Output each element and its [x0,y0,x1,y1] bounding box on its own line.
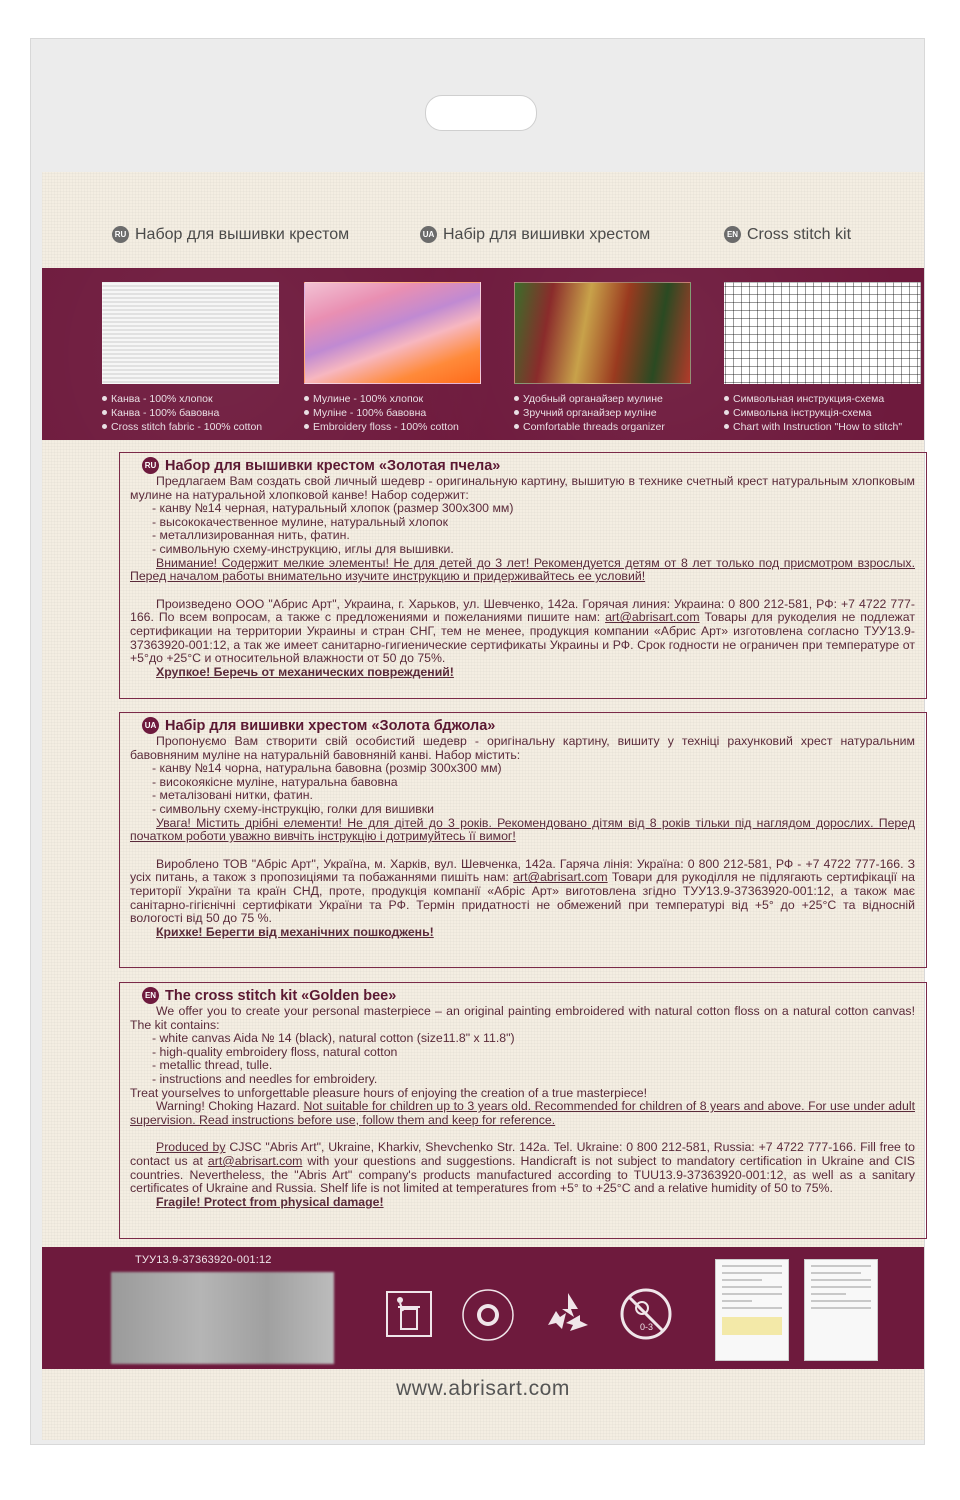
info-title-en [142,987,396,1004]
features-band [42,268,924,440]
list-item: - високоякісне муліне, натуральна бавовна [152,774,398,789]
warning-text: Warning! Choking Hazard. Not suitable for children up to 3 years old. Recommended for children of 8 years and above. For use under adult supervision. Read instructions before use, follow them and keep for reference. [130,1099,915,1127]
list-item: - metallic thread, tulle. [152,1058,273,1073]
feature-line: Канва - 100% хлопок [111,393,213,405]
list-item: - канву №14 черная, натуральный хлопок (размер 300х300 мм) [152,501,514,516]
list-item: - символьну схему-інструкцію, голки для вишивки [152,801,435,816]
fragile-text: Fragile! Protect from physical damage! [156,1194,384,1209]
feature-line: Мулине - 100% хлопок [313,393,424,405]
feature-line: Зручний органайзер муліне [523,407,657,419]
feature-line: Символьная инструкция-схема [733,393,885,405]
feature-floss [304,282,479,434]
list-item: - высококачественное мулине, натуральный хлопок [152,514,448,529]
voluntary-certification-icon [460,1287,516,1343]
intro-text: Пропонуємо Вам створити свій особистий шедевр - оригінальну картину, вишиту у техніці рахунковий хрест натуральним бавовняним муліне на натуральній бавовняній канві. Набор містить: [130,734,915,762]
list-item: - white canvas Aida № 14 (black), natural cotton (size11.8" x 11.8") [152,1031,515,1046]
contents-list [130,762,915,816]
producer-text: Вироблено ТОВ "Абріс Арт", Україна, м. Харків, вул. Шевченка, 142а. Гаряча лінія: Україна: 0 800 212-581, РФ - +7 4722 777-166. З усіх питань, а також з пропозиціями та побажаннями пишіть нам: art@abrisart.com Товари для рукоділля не підлягають сертифікації на території України та країн СНД, проте, продукція компанії «Абріс Арт» виготовлена згідно ТУУ13.9-37363920-001:12, а також має санітарно-гігієнічні сертифікати України та РФ. Термін придатності не обмежений при температурі від +5° до +25°С та відносній вологості від 50 до 75 %. [130,856,915,926]
organizer-photo [514,282,691,384]
feature-line: Удобный органайзер мулине [523,393,663,405]
contents-list [130,502,915,556]
warning-text: Внимание! Содержит мелкие элементы! Не для детей до 3 лет! Рекомендуется детям от 8 лет только под присмотром взрослых. Перед началом работы внимательно изучите инструкцию и придерживайтесь ее условий! [130,555,915,584]
lang-badge-ua: UA [142,717,159,734]
feature-line: Канва - 100% бавовна [111,407,220,419]
producer-text: Произведено ООО "Абрис Арт", Украина, г. Харьков, ул. Шевченко, 142а. Горячая линия: Украина: 0 800 212-581, РФ: +7 4722 777-166. По всем вопросам, а также с предложениями и пожеланиями пишите нам: art@abrisart.com Товары для рукоделия не подлежат сертификации на территории Украины и стран СНГ, тем не менее, продукция компании «Абрис Арт» изготовлена согласно ТУУ13.9-37363920-001:12, а так же имеет санитарно-гигиенические сертификаты Украины и РФ. Срок годности не ограничен при температуре от +5°до +25°С и относительной влажности от 50 до 75%. [130,596,915,666]
list-item: - символьную схему-инструкцию, иглы для вышивки. [152,541,454,556]
trash-bin-icon [384,1289,434,1339]
email-link[interactable]: art@abrisart.com [207,1153,303,1168]
list-item: - канву №14 чорна, натуральна бавовна (розмір 300х300 мм) [152,761,502,776]
feature-line: Chart with Instruction "How to stitch" [733,421,903,433]
fragile-text: Хрупкое! Беречь от механических повреждений! [156,664,454,679]
title-ua-text: Набір для вишивки хрестом [443,226,651,243]
list-item: - high-quality embroidery floss, natural cotton [152,1044,398,1059]
certificate-ua [715,1259,789,1361]
website-url[interactable]: www.abrisart.com [396,1377,570,1400]
feature-line: Cross stitch fabric - 100% cotton [111,421,263,433]
lang-badge-ua: UA [420,226,437,243]
info-body-ua [130,735,915,939]
info-body-ru [130,475,915,679]
feature-line: Муліне - 100% бавовна [313,407,427,419]
email-link[interactable]: art@abrisart.com [605,610,700,625]
chart-photo [724,282,921,384]
lang-badge-en: EN [724,226,741,243]
warning-text: Увага! Містить дрібні елементи! Не для дітей до 3 років. Рекомендовано дітям від 8 років тільки під наглядом дорослих. Перед початком роботи уважно вивчіть інструкцію і дотримуйтесь її вимог! [130,815,915,844]
info-title-ru [142,457,500,474]
fragile-text: Крихке! Берегти від механічних пошкоджень! [156,924,434,939]
title-ru-text: Набор для вышивки крестом [135,226,350,243]
info-block-ru [119,452,927,699]
product-card [42,172,924,1440]
title-en-text: Cross stitch kit [747,226,852,243]
feature-organizer [514,282,689,434]
intro-text: We offer you to create your personal masterpiece – an original painting embroidered with natural cotton floss on a natural cotton canvas! The kit contains: [130,1004,915,1032]
treat-text: Treat yourselves to unforgettable pleasure hours of enjoying the creation of a true masterpiece! [130,1085,647,1100]
email-link[interactable]: art@abrisart.com [513,870,608,885]
hang-hole [425,95,537,131]
intro-text: Предлагаем Вам создать свой личный шедевр - оригинальную картину, вышитую в технике счетный крест натуральным хлопковым мулине на натуральной хлопковой канве! Набор содержит: [130,474,915,502]
title-en [724,226,851,244]
feature-canvas [102,282,277,434]
info-body-en [130,1005,915,1209]
feature-line: Comfortable threads organizer [523,421,665,433]
info-title-ua-text: Набір для вишивки хрестом «Золота бджола» [165,718,496,734]
title-ua [420,226,650,244]
feature-line: Embroidery floss - 100% cotton [313,421,459,433]
tuu-code: ТУУ13.9-37363920-001:12 [135,1254,272,1266]
product-titles [112,212,922,262]
info-title-ua [142,717,495,734]
list-item: - металлизированная нить, фатин. [152,528,350,543]
info-block-ua [119,712,927,968]
feature-line: Символьна інструкція-схема [733,407,872,419]
recycle-icon [540,1287,596,1343]
list-item: - instructions and needles for embroidery. [152,1071,378,1086]
lang-badge-ru: RU [142,457,159,474]
certificate-ru [804,1259,878,1361]
info-block-en [119,982,927,1239]
lang-badge-en: EN [142,987,159,1004]
lang-badge-ru: RU [112,226,129,243]
canvas-photo [102,282,279,384]
not-for-children-0-3-icon [618,1286,674,1342]
feature-chart [724,282,919,434]
age-label: 0-3 [640,1322,654,1332]
list-item: - металізовані нитки, фатин. [152,788,313,803]
info-title-ru-text: Набор для вышивки крестом «Золотая пчела» [165,458,501,474]
info-title-en-text: The cross stitch kit «Golden bee» [165,988,397,1004]
title-ru [112,226,349,244]
producer-text: Produced by CJSC "Abris Art", Ukraine, Kharkiv, Shevchenko Str. 142a. Tel. Ukraine: 0 800 212-581, Russia: +7 4722 777-166. Fill free to contact us at art@abrisart.com with your questions and suggestions. Handicraft is not subject to mandatory certification in Ukraine and CIS countries. Nevertheless, the "Abris Art" company's products manufactured according to TUU13.9-37363920-001:12, as well as a sanitary certificates of Ukraine and Russia. Shelf life is not limited at temperatures from +5° to +25°C and a relative humidity of 50 to 75%. [130,1140,916,1196]
floss-photo [304,282,481,384]
barcode-blurred [111,1272,334,1364]
contents-list [130,1032,915,1086]
